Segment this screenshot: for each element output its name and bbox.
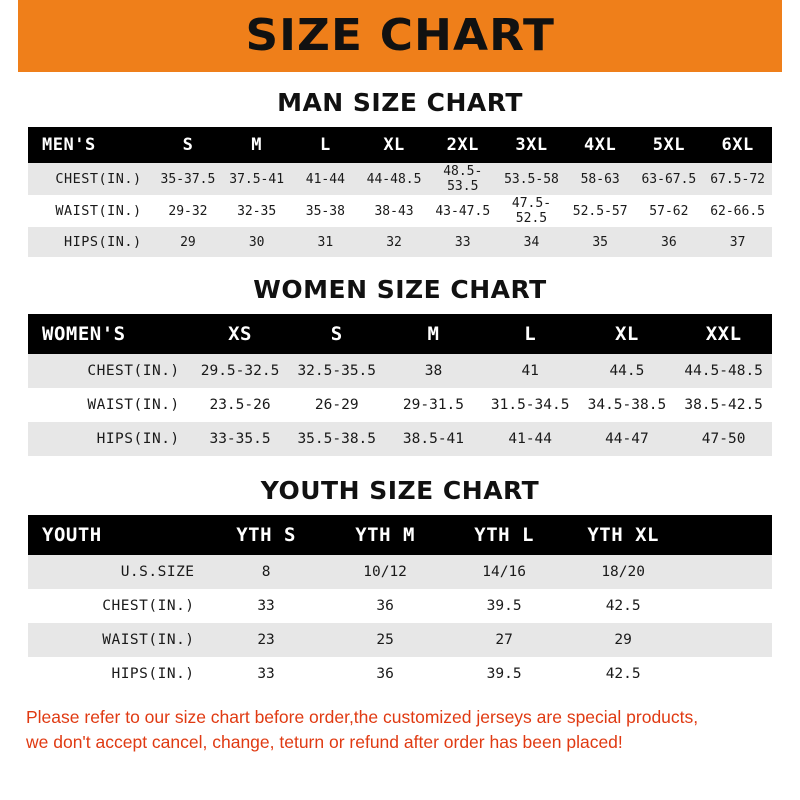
cell: 10/12 [363,564,407,580]
row-label-hips: HIPS(IN.) [111,666,195,682]
cell: 29.5-32.5 [200,363,280,379]
cell: 39.5 [486,666,522,682]
cell: 35-38 [305,203,345,219]
cell: 38.5-42.5 [684,397,763,413]
cell: 48.5-53.5 [443,164,483,194]
cell: 33 [454,234,471,250]
cell: 36 [661,234,677,250]
column-header-5xl: 5XL [652,135,685,155]
footer-disclaimer [0,705,800,756]
column-header-l: L [524,323,537,345]
cell: 42.5 [605,666,641,682]
cell: 62-66.5 [710,203,765,219]
cell-spacer [683,657,772,691]
cell: 42.5 [605,598,641,614]
row-label-chest: CHEST(IN.) [55,171,142,187]
column-header-men: MEN'S [42,135,96,155]
column-header-m: M [427,323,440,345]
cell: 37.5-41 [229,171,285,187]
page-title: SIZE CHART [245,10,555,61]
column-header-6xl: 6XL [721,135,754,155]
cell-spacer [683,555,772,589]
column-header-xs: XS [228,323,252,345]
cell: 35-37.5 [160,171,216,187]
cell: 44-48.5 [366,171,422,187]
footer-line-1: Please refer to our size chart before order,the customized jerseys are special products, [26,707,699,727]
cell: 53.5-58 [504,171,559,187]
cell: 31.5-34.5 [490,397,570,413]
cell-spacer [683,589,772,623]
cell: 14/16 [482,564,526,580]
column-header-4xl: 4XL [584,135,617,155]
table-row [28,354,772,388]
cell: 18/20 [601,564,645,580]
column-header-s: S [182,135,194,155]
row-label-waist: WAIST(IN.) [87,397,180,413]
column-header-spacer [683,515,772,555]
table-row [28,555,772,589]
column-header-s: S [330,323,343,345]
cell: 29 [180,234,196,250]
table-header-row [28,515,772,555]
table-row [28,195,772,227]
table-row [28,422,772,456]
column-header-m: M [251,135,263,155]
cell: 47-50 [701,431,746,447]
women-size-table [28,314,772,456]
cell: 32-35 [237,203,277,219]
column-header-youth: YOUTH [42,524,102,546]
table-row [28,163,772,195]
cell: 36 [376,598,394,614]
youth-size-table-wrap [0,515,800,691]
row-label-hips: HIPS(IN.) [63,234,142,250]
cell: 44.5-48.5 [684,363,763,379]
table-header-row [28,127,772,163]
cell: 39.5 [486,598,522,614]
cell: 52.5-57 [572,203,628,219]
footer-line-2: we don't accept cancel, change, teturn or refund after order has been placed! [26,732,623,753]
cell: 41-44 [305,171,345,187]
youth-size-table [28,515,772,691]
table-row [28,589,772,623]
cell: 32 [386,234,402,250]
column-header-xl: XL [383,135,405,155]
men-size-table-wrap [0,127,800,257]
section-title-youth: YOUTH SIZE CHART [260,476,540,505]
cell: 35.5-38.5 [297,431,377,447]
cell: 38.5-41 [402,431,465,447]
cell: 29-31.5 [402,397,465,413]
table-row [28,657,772,691]
column-header-xl: XL [614,323,639,345]
cell: 38-43 [374,203,414,219]
cell: 32.5-35.5 [297,363,377,379]
column-header-3xl: 3XL [515,135,548,155]
row-label-us-size: U.S.SIZE [120,564,195,580]
table-row [28,388,772,422]
women-size-table-wrap [0,314,800,456]
table-header-row [28,314,772,354]
cell: 33 [257,666,275,682]
cell: 26-29 [314,397,359,413]
cell: 44.5 [609,363,645,379]
column-header-yth-l: YTH L [474,524,534,546]
column-header-yth-xl: YTH XL [587,524,659,546]
cell: 41 [521,363,539,379]
men-size-table [28,127,772,257]
cell: 34 [523,234,540,250]
cell: 34.5-38.5 [587,397,667,413]
cell: 58-63 [580,171,620,187]
column-header-womens: WOMEN'S [42,323,126,345]
cell: 27 [495,632,513,648]
column-header-xxl: XXL [705,323,742,345]
cell: 25 [376,632,394,648]
cell: 44-47 [605,431,649,447]
row-label-chest: CHEST(IN.) [87,363,180,379]
cell: 23.5-26 [209,397,271,413]
cell: 33 [257,598,275,614]
row-label-waist: WAIST(IN.) [102,632,195,648]
table-row [28,623,772,657]
section-title-women: WOMEN SIZE CHART [253,275,547,304]
row-label-hips: HIPS(IN.) [96,431,180,447]
cell: 57-62 [649,203,689,219]
cell: 36 [376,666,394,682]
cell: 35 [592,234,608,250]
cell: 67.5-72 [710,171,765,187]
column-header-yth-s: YTH S [236,524,296,546]
cell: 29-32 [168,203,208,219]
cell: 30 [248,234,265,250]
cell: 23 [257,632,275,648]
cell-spacer [683,623,772,657]
header-banner [0,0,800,72]
cell: 63-67.5 [641,171,697,187]
section-title-man: MAN SIZE CHART [277,88,523,117]
row-label-waist: WAIST(IN.) [55,203,142,219]
column-header-l: L [319,135,331,155]
column-header-yth-m: YTH M [355,524,415,546]
cell: 31 [317,234,334,250]
column-header-2xl: 2XL [446,135,479,155]
cell: 38 [424,363,443,379]
banner-right-edge [782,0,800,72]
cell: 8 [261,564,271,580]
banner-left-edge [0,0,18,72]
cell: 43-47.5 [435,203,491,219]
cell: 33-35.5 [209,431,271,447]
cell: 41-44 [508,431,553,447]
cell: 37 [729,234,746,250]
cell: 29 [614,632,632,648]
cell: 47.5-52.5 [511,196,552,226]
row-label-chest: CHEST(IN.) [102,598,195,614]
table-row [28,227,772,257]
